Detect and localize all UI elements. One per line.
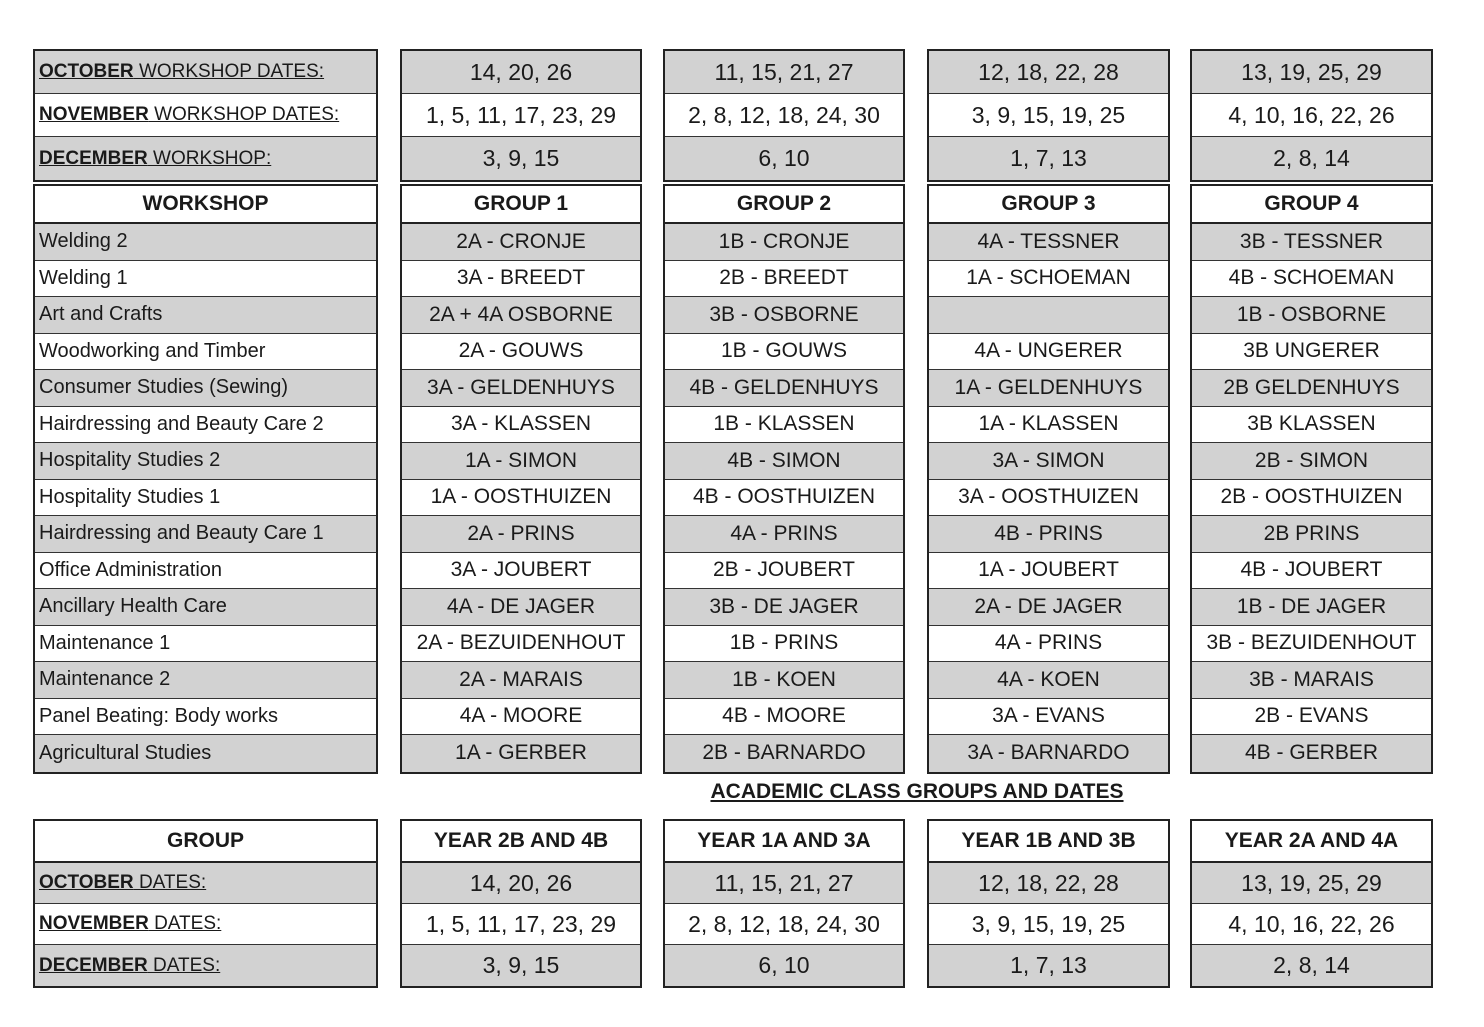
group-assignment: 3B - OSBORNE — [665, 297, 903, 334]
label-suffix: DATES: — [147, 954, 221, 976]
group-assignment: 4B - GELDENHUYS — [665, 370, 903, 407]
group-assignment: 2B GELDENHUYS — [1192, 370, 1431, 407]
group-assignment: 1A - GELDENHUYS — [929, 370, 1168, 407]
group-assignment — [929, 297, 1168, 334]
group-header: GROUP 3 — [929, 186, 1168, 224]
group-assignment: 3B UNGERER — [1192, 334, 1431, 371]
group-assignment: 4A - TESSNER — [929, 224, 1168, 261]
academic-year-header: YEAR 2B AND 4B — [402, 821, 640, 863]
workshop-dates-cell: 3, 9, 15, 19, 25 — [929, 94, 1168, 137]
group-header: GROUP 2 — [665, 186, 903, 224]
group-assignment: 4B - SCHOEMAN — [1192, 261, 1431, 298]
group-assignment: 3A - BREEDT — [402, 261, 640, 298]
group-assignment: 3B - MARAIS — [1192, 662, 1431, 699]
group-assignment: 2A - CRONJE — [402, 224, 640, 261]
group-assignment: 2B - SIMON — [1192, 443, 1431, 480]
group-assignment: 2A - BEZUIDENHOUT — [402, 626, 640, 663]
workshop-name: Maintenance 1 — [35, 626, 376, 663]
group-assignment: 4A - UNGERER — [929, 334, 1168, 371]
group-assignment: 3B KLASSEN — [1192, 407, 1431, 444]
group-assignment: 1A - GERBER — [402, 735, 640, 772]
academic-year-header: YEAR 2A AND 4A — [1192, 821, 1431, 863]
label-suffix: DATES: — [133, 872, 207, 893]
group-assignment: 1A - SCHOEMAN — [929, 261, 1168, 298]
workshop-dates-label — [35, 137, 376, 180]
label-suffix: WORKSHOP DATES: — [133, 61, 325, 82]
group-header: GROUP 4 — [1192, 186, 1431, 224]
workshop-dates-cell: 11, 15, 21, 27 — [665, 51, 903, 94]
workshop-name-column — [33, 184, 378, 774]
group-assignment: 4B - SIMON — [665, 443, 903, 480]
workshop-dates-cell: 1, 7, 13 — [929, 137, 1168, 180]
academic-dates-label — [35, 863, 376, 904]
group-assignment: 4B - JOUBERT — [1192, 553, 1431, 590]
academic-dates-cell: 1, 7, 13 — [929, 945, 1168, 986]
academic-dates-cell: 11, 15, 21, 27 — [665, 863, 903, 904]
group-assignment: 3A - JOUBERT — [402, 553, 640, 590]
academic-year-column-2 — [663, 819, 905, 988]
workshop-dates-cell: 12, 18, 22, 28 — [929, 51, 1168, 94]
academic-dates-cell: 4, 10, 16, 22, 26 — [1192, 904, 1431, 945]
month-name: NOVEMBER — [39, 913, 149, 934]
group-assignment: 1A - OOSTHUIZEN — [402, 480, 640, 517]
academic-year-column-4 — [1190, 819, 1433, 988]
academic-dates-cell: 6, 10 — [665, 945, 903, 986]
group-assignment: 3A - BARNARDO — [929, 735, 1168, 772]
workshop-name: Office Administration — [35, 553, 376, 590]
workshop-name: Hospitality Studies 2 — [35, 443, 376, 480]
group-assignment: 2B PRINS — [1192, 516, 1431, 553]
group-assignment: 1B - KLASSEN — [665, 407, 903, 444]
workshop-dates-cell: 14, 20, 26 — [402, 51, 640, 94]
group-assignment: 1A - KLASSEN — [929, 407, 1168, 444]
group-assignment: 4A - DE JAGER — [402, 589, 640, 626]
month-name: NOVEMBER — [39, 104, 149, 125]
academic-year-column-1 — [400, 819, 642, 988]
academic-year-header: YEAR 1A AND 3A — [665, 821, 903, 863]
group-assignment: 1B - CRONJE — [665, 224, 903, 261]
workshop-name: Art and Crafts — [35, 297, 376, 334]
academic-section-title: ACADEMIC CLASS GROUPS AND DATES — [710, 780, 1124, 803]
workshop-name: Ancillary Health Care — [35, 589, 376, 626]
academic-dates-cell: 3, 9, 15 — [402, 945, 640, 986]
month-name: OCTOBER — [39, 872, 134, 893]
workshop-dates-cell: 2, 8, 12, 18, 24, 30 — [665, 94, 903, 137]
group-header: GROUP 1 — [402, 186, 640, 224]
group-assignment: 1B - OSBORNE — [1192, 297, 1431, 334]
group-assignment: 4B - PRINS — [929, 516, 1168, 553]
workshop-name: Maintenance 2 — [35, 662, 376, 699]
group-assignment: 3A - OOSTHUIZEN — [929, 480, 1168, 517]
group-assignment: 1B - DE JAGER — [1192, 589, 1431, 626]
workshop-dates-label-column — [33, 49, 378, 182]
academic-dates-cell: 12, 18, 22, 28 — [929, 863, 1168, 904]
workshop-name: Welding 2 — [35, 224, 376, 261]
month-name: DECEMBER — [39, 954, 148, 976]
group-assignment: 2B - JOUBERT — [665, 553, 903, 590]
workshop-name: Hairdressing and Beauty Care 2 — [35, 407, 376, 444]
workshop-dates-group-4 — [1190, 49, 1433, 182]
month-name: OCTOBER — [39, 61, 134, 82]
workshop-group-1-column — [400, 184, 642, 774]
group-assignment: 4A - MOORE — [402, 699, 640, 736]
academic-group-header: GROUP — [35, 821, 376, 863]
group-assignment: 3A - GELDENHUYS — [402, 370, 640, 407]
group-assignment: 2A - DE JAGER — [929, 589, 1168, 626]
group-assignment: 3B - DE JAGER — [665, 589, 903, 626]
group-assignment: 2A - MARAIS — [402, 662, 640, 699]
group-assignment: 1B - KOEN — [665, 662, 903, 699]
group-assignment: 3B - BEZUIDENHOUT — [1192, 626, 1431, 663]
workshop-dates-label — [35, 51, 376, 94]
group-assignment: 3A - KLASSEN — [402, 407, 640, 444]
group-assignment: 4A - PRINS — [929, 626, 1168, 663]
group-assignment: 1B - GOUWS — [665, 334, 903, 371]
academic-dates-cell: 14, 20, 26 — [402, 863, 640, 904]
academic-dates-cell: 2, 8, 14 — [1192, 945, 1431, 986]
workshop-dates-cell: 2, 8, 14 — [1192, 137, 1431, 180]
group-assignment: 2B - EVANS — [1192, 699, 1431, 736]
group-assignment: 2A + 4A OSBORNE — [402, 297, 640, 334]
workshop-group-4-column — [1190, 184, 1433, 774]
label-suffix: WORKSHOP DATES: — [148, 104, 340, 125]
academic-dates-label — [35, 945, 376, 986]
workshop-header: WORKSHOP — [35, 186, 376, 224]
workshop-dates-cell: 6, 10 — [665, 137, 903, 180]
academic-dates-cell: 1, 5, 11, 17, 23, 29 — [402, 904, 640, 945]
academic-dates-cell: 3, 9, 15, 19, 25 — [929, 904, 1168, 945]
academic-dates-cell: 13, 19, 25, 29 — [1192, 863, 1431, 904]
workshop-dates-group-1 — [400, 49, 642, 182]
academic-dates-cell: 2, 8, 12, 18, 24, 30 — [665, 904, 903, 945]
academic-dates-label — [35, 904, 376, 945]
workshop-group-3-column — [927, 184, 1170, 774]
workshop-dates-group-3 — [927, 49, 1170, 182]
workshop-name: Hairdressing and Beauty Care 1 — [35, 516, 376, 553]
academic-label-column — [33, 819, 378, 988]
month-name: DECEMBER — [39, 147, 148, 169]
group-assignment: 1A - SIMON — [402, 443, 640, 480]
workshop-dates-cell: 13, 19, 25, 29 — [1192, 51, 1431, 94]
group-assignment: 4A - PRINS — [665, 516, 903, 553]
workshop-name: Agricultural Studies — [35, 735, 376, 772]
workshop-dates-label — [35, 94, 376, 137]
workshop-dates-cell: 1, 5, 11, 17, 23, 29 — [402, 94, 640, 137]
workshop-name: Welding 1 — [35, 261, 376, 298]
workshop-dates-cell: 3, 9, 15 — [402, 137, 640, 180]
workshop-name: Panel Beating: Body works — [35, 699, 376, 736]
workshop-name: Hospitality Studies 1 — [35, 480, 376, 517]
group-assignment: 2B - OOSTHUIZEN — [1192, 480, 1431, 517]
group-assignment: 4A - KOEN — [929, 662, 1168, 699]
workshop-group-2-column — [663, 184, 905, 774]
group-assignment: 4B - OOSTHUIZEN — [665, 480, 903, 517]
group-assignment: 2B - BARNARDO — [665, 735, 903, 772]
group-assignment: 4B - GERBER — [1192, 735, 1431, 772]
group-assignment: 3A - SIMON — [929, 443, 1168, 480]
academic-year-header: YEAR 1B AND 3B — [929, 821, 1168, 863]
group-assignment: 2B - BREEDT — [665, 261, 903, 298]
group-assignment: 2A - PRINS — [402, 516, 640, 553]
group-assignment: 1A - JOUBERT — [929, 553, 1168, 590]
group-assignment: 2A - GOUWS — [402, 334, 640, 371]
group-assignment: 3A - EVANS — [929, 699, 1168, 736]
workshop-name: Woodworking and Timber — [35, 334, 376, 371]
academic-year-column-3 — [927, 819, 1170, 988]
workshop-name: Consumer Studies (Sewing) — [35, 370, 376, 407]
workshop-dates-group-2 — [663, 49, 905, 182]
label-suffix: DATES: — [148, 913, 222, 934]
group-assignment: 4B - MOORE — [665, 699, 903, 736]
workshop-dates-cell: 4, 10, 16, 22, 26 — [1192, 94, 1431, 137]
label-suffix: WORKSHOP: — [147, 147, 272, 169]
group-assignment: 1B - PRINS — [665, 626, 903, 663]
group-assignment: 3B - TESSNER — [1192, 224, 1431, 261]
